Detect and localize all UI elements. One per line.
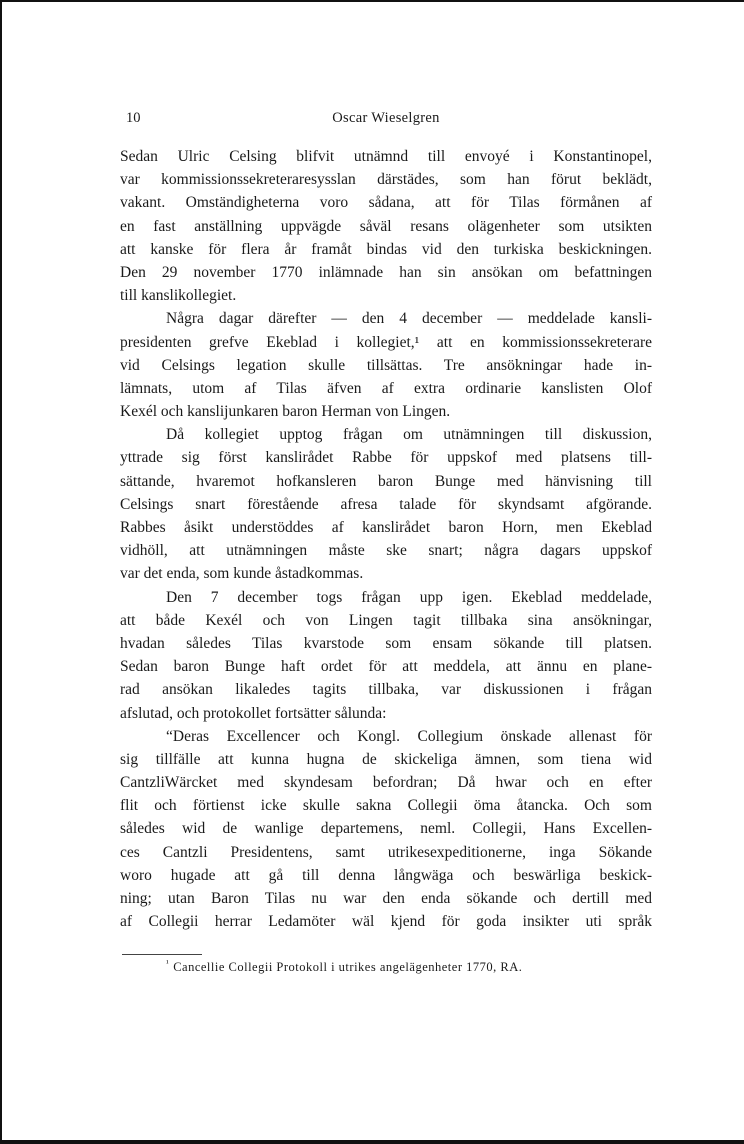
text-line: således wid de wanlige departemens, neml. Collegii, Hans Excellen- xyxy=(120,820,652,838)
running-head: Oscar Wieselgren xyxy=(332,110,440,126)
text-line: Kexél och kanslijunkaren baron Herman von Lingen. xyxy=(120,403,451,421)
text-line: att kanske för flera år framåt bindas vid den turkiska beskickningen. xyxy=(120,240,652,258)
text-line: CantzliWärcket med skyndesam befordran; Då hwar och en efter xyxy=(120,774,652,792)
text-line: vidhöll, att utnämningen måste ske snart; några dagars uppskof xyxy=(120,542,652,560)
quotation-paragraph xyxy=(120,725,652,934)
text-line: woro hugade att gå till denna långwäga och beswärliga beskick- xyxy=(120,866,652,884)
text-line: ning; utan Baron Tilas nu war den enda sökande och dertill med xyxy=(120,890,652,907)
text-line: Celsings snart förestående afresa talade för skyndsamt afgörande. xyxy=(120,495,652,513)
paragraph xyxy=(120,307,652,423)
text-line: rad ansökan likaledes tagits tillbaka, var diskussionen i frågan xyxy=(120,681,652,699)
footnote-marker: ¹ xyxy=(166,958,170,968)
page-number: 10 xyxy=(126,110,141,126)
text-line: vakant. Omständigheterna voro sådana, att för Tilas förmånen af xyxy=(120,194,652,212)
text-line: att både Kexél och von Lingen tagit tillbaka sina ansökningar, xyxy=(120,611,652,629)
text-line: var det enda, som kunde åstadkommas. xyxy=(120,565,364,583)
text-line: var kommissionssekreteraresysslan därstädes, som han förut beklädt, xyxy=(120,171,652,189)
text-line: flit och förtienst icke skulle sakna Collegii öma åtancka. Och som xyxy=(120,797,652,815)
paragraph xyxy=(120,145,652,307)
text-line: vid Celsings legation skulle tillsättas. Tre ansökningar hade in- xyxy=(120,356,652,374)
scan-border-left xyxy=(0,0,2,1144)
text-line: afslutad, och protokollet fortsätter sålunda: xyxy=(120,704,387,722)
paragraph xyxy=(120,423,652,585)
text-line: Rabbes åsikt understöddes af kanslirådet baron Horn, men Ekeblad xyxy=(120,519,652,536)
footnote-rule xyxy=(122,954,202,955)
text-line: Sedan baron Bunge haft ordet för att meddela, att ännu en plane- xyxy=(120,658,652,676)
text-line: Den 7 december togs frågan upp igen. Ekeblad meddelade, xyxy=(166,588,652,606)
text-line: en fast anställning uppvägde såväl resans olägenheter som utsikten xyxy=(120,217,652,235)
text-line: till kanslikollegiet. xyxy=(120,287,237,305)
footnote-text: Cancellie Collegii Protokoll i utrikes angelägenheter 1770, RA. xyxy=(173,960,523,975)
page-header xyxy=(120,110,652,130)
text-line: yttrade sig först kanslirådet Rabbe för uppskof med platsens till- xyxy=(120,449,652,467)
text-line: Då kollegiet upptog frågan om utnämningen till diskussion, xyxy=(166,426,652,444)
text-line: af Collegii herrar Ledamöter wäl kjend för goda insikter uti språk xyxy=(120,913,652,931)
footnote xyxy=(166,958,522,975)
text-line: Några dagar därefter — den 4 december — meddelade kansli- xyxy=(166,310,652,328)
text-line: presidenten grefve Ekeblad i kollegiet,¹ att en kommissionssekreterare xyxy=(120,333,652,351)
text-line: sättande, hvaremot hofkansleren baron Bunge med hänvisning till xyxy=(120,472,652,490)
body-text xyxy=(120,145,652,933)
scan-border-bottom xyxy=(0,1140,744,1144)
text-line: lämnats, utom af Tilas äfven af extra ordinarie kanslisten Olof xyxy=(120,379,652,397)
text-line: sig tillfälle att kunna hugna de skickeliga ämnen, som tiena wid xyxy=(120,750,652,768)
paragraph xyxy=(120,586,652,725)
scan-border-top xyxy=(0,0,744,2)
text-line: hvadan således Tilas kvarstode som ensam sökande till platsen. xyxy=(120,634,652,652)
text-line: ces Cantzli Presidentens, samt utrikesexpeditionerne, inga Sökande xyxy=(120,843,652,861)
text-line: “Deras Excellencer och Kongl. Collegium önskade allenast för xyxy=(166,727,652,745)
text-line: Den 29 november 1770 inlämnade han sin ansökan om befattningen xyxy=(120,263,652,281)
text-line: Sedan Ulric Celsing blifvit utnämnd till envoyé i Konstantinopel, xyxy=(120,148,652,165)
